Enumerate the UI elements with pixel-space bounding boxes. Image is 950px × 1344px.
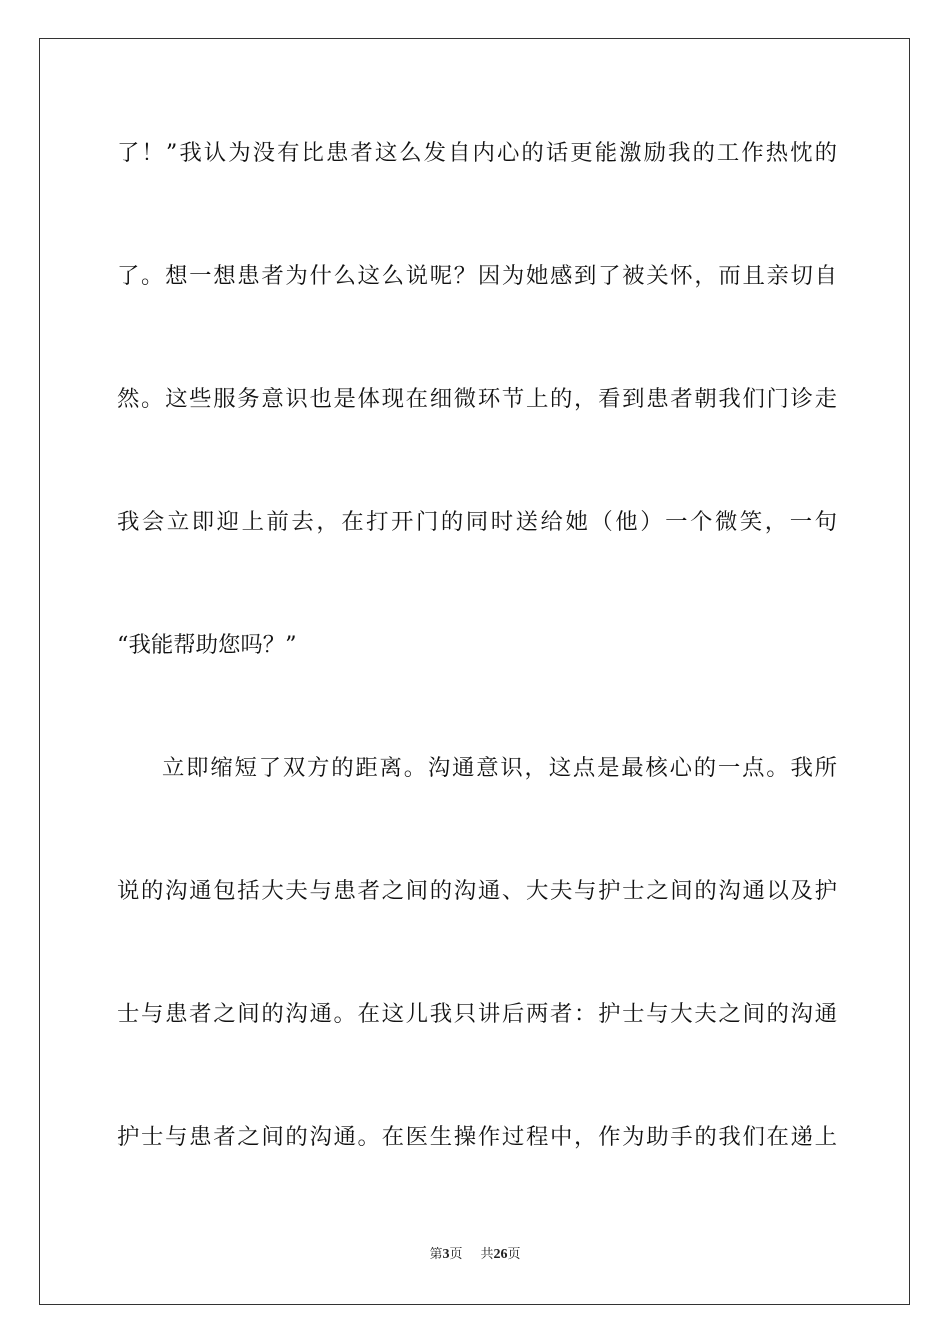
page-total: 26 — [493, 1247, 508, 1262]
paragraph-line-3: 然。这些服务意识也是体现在细微环节上的，看到患者朝我们门诊走 — [117, 386, 837, 412]
page-footer — [0, 1246, 950, 1264]
paragraph-line-9: 护士与患者之间的沟通。在医生操作过程中，作为助手的我们在递上 — [117, 1124, 837, 1150]
total-prefix: 共 — [480, 1247, 494, 1262]
page-suffix: 页 — [449, 1247, 463, 1262]
paragraph-line-2: 了。想一想患者为什么这么说呢？因为她感到了被关怀，而且亲切自 — [117, 263, 837, 289]
paragraph-line-7: 说的沟通包括大夫与患者之间的沟通、大夫与护士之间的沟通以及护 — [117, 878, 837, 904]
paragraph-line-1: 了！”我认为没有比患者这么发自内心的话更能激励我的工作热忱的 — [117, 140, 837, 166]
total-suffix: 页 — [507, 1247, 521, 1262]
page-border — [39, 38, 910, 1305]
page-prefix: 第 — [429, 1247, 443, 1262]
paragraph-line-8: 士与患者之间的沟通。在这儿我只讲后两者：护士与大夫之间的沟通 — [117, 1001, 837, 1027]
paragraph-line-5: “我能帮助您吗？” — [117, 632, 297, 658]
paragraph-line-6: 立即缩短了双方的距离。沟通意识，这点是最核心的一点。我所 — [162, 755, 837, 781]
page-number: 3 — [442, 1247, 450, 1262]
paragraph-line-4: 我会立即迎上前去，在打开门的同时送给她（他）一个微笑，一句 — [117, 509, 837, 535]
